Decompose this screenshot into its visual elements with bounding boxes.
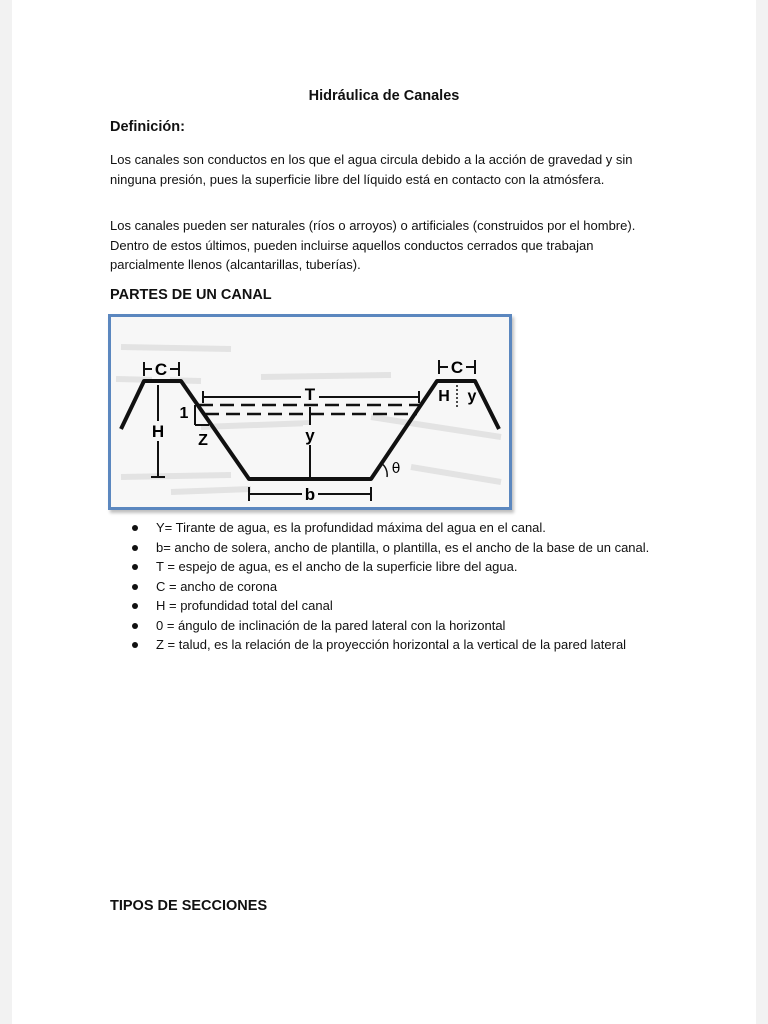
list-item-text: C = ancho de corona	[156, 578, 278, 594]
list-item	[110, 518, 670, 538]
label-theta: θ	[391, 461, 401, 477]
label-h-left: H	[151, 422, 165, 441]
label-z: Z	[198, 432, 208, 449]
label-c-right: C	[450, 358, 464, 377]
bullet-dot-icon	[132, 564, 138, 570]
label-one: 1	[179, 405, 189, 422]
list-item	[110, 577, 670, 597]
bullet-dot-icon	[132, 642, 138, 648]
list-item	[110, 596, 670, 616]
definition-heading: Definición:	[110, 119, 185, 135]
canal-cross-section-svg	[111, 317, 509, 507]
label-c-left: C	[154, 360, 168, 379]
list-item-text: b= ancho de solera, ancho de plantilla, o plantilla, es el ancho de la base de un canal.	[156, 539, 650, 555]
list-item	[110, 616, 670, 636]
bullet-dot-icon	[132, 545, 138, 551]
label-t: T	[304, 385, 316, 404]
list-item	[110, 538, 670, 558]
parts-list	[110, 518, 670, 655]
list-item	[110, 557, 670, 577]
bullet-dot-icon	[132, 623, 138, 629]
document-page	[12, 0, 756, 1024]
label-b: b	[304, 485, 316, 504]
list-item-text: H = profundidad total del canal	[156, 598, 333, 613]
canal-diagram	[108, 314, 512, 510]
bullet-dot-icon	[132, 525, 138, 531]
definition-paragraph-1: Los canales son conductos en los que el agua circula debido a la acción de gravedad y sin ninguna presión, pues la superficie libre del líquido está en contacto con la atmósfera.	[110, 152, 633, 187]
parts-heading: PARTES DE UN CANAL	[110, 287, 272, 303]
label-y-right: y	[467, 388, 477, 405]
bullet-dot-icon	[132, 584, 138, 590]
section-types-heading: TIPOS DE SECCIONES	[110, 898, 268, 914]
list-item-text: 0 = ángulo de inclinación de la pared lateral con la horizontal	[156, 617, 506, 633]
list-item-text: Y= Tirante de agua, es la profundidad máxima del agua en el canal.	[156, 520, 546, 535]
definition-paragraph-2: Los canales pueden ser naturales (ríos o arroyos) o artificiales (construidos por el hombre). Dentro de estos últimos, pueden incluirse aquellos conductos cerrados que trabajan parcialmente llenos (alcantarillas, tuberías).	[110, 218, 636, 272]
page-title: Hidráulica de Canales	[308, 88, 460, 104]
bullet-dot-icon	[132, 603, 138, 609]
label-y-center: y	[305, 426, 315, 445]
list-item	[110, 635, 670, 655]
list-item-text: T = espejo de agua, es el ancho de la superficie libre del agua.	[156, 559, 518, 574]
label-h-right: H	[438, 388, 450, 405]
list-item-text: Z = talud, es la relación de la proyección horizontal a la vertical de la pared lateral	[156, 637, 627, 652]
